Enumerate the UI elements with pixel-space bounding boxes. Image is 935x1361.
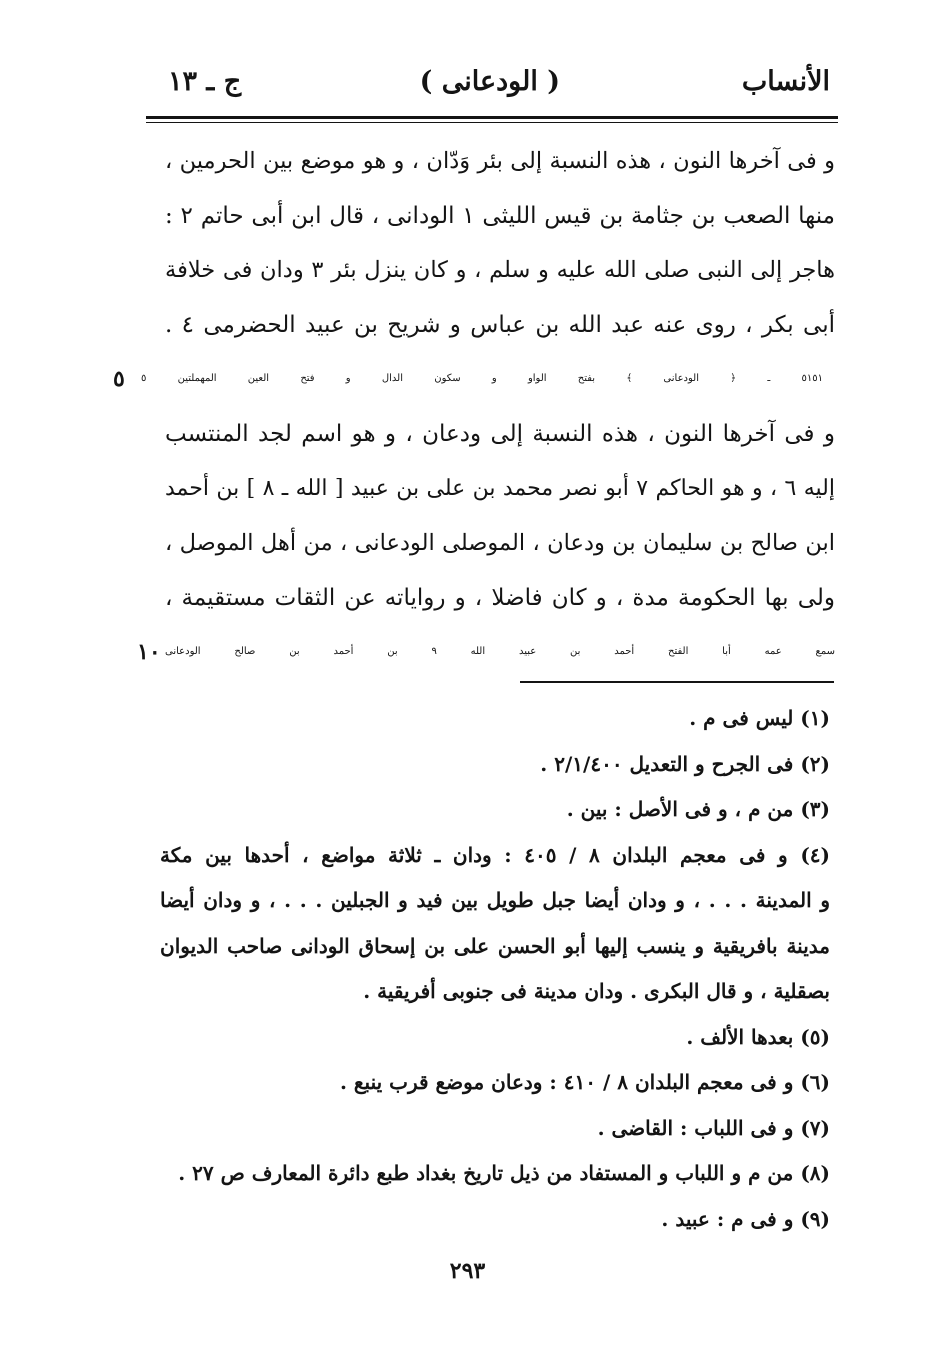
footnote-continuation: و المدينة . . . ، و ودان أيضا جبل طويل بين فيد و الجبلين . . . ، و ودان أيضا [160,888,830,912]
footnote-continuation: مدينة بافريقية و ينسب إليها أبو الحسن على بن إسحاق الودانى صاحب الديوان [160,933,830,958]
header-book-title: الأنساب [741,66,830,97]
footnote: (٩) و فى م : عبيد . [661,1206,830,1231]
text-line: و فى آخرها النون ، هذه النسبة إلى بئر وَدّان ، و هو موضع بين الحرمين ، [165,148,835,174]
footnotes [160,696,830,1242]
text-line: ولى بها الحكومة مدة ، و كان فاضلا ، و رواياته عن الثقات مستقيمة ، [165,584,835,611]
margin-line-number: ٥ [113,366,125,393]
text-line: منها الصعب بن جثامة بن قيس الليثى ١ الودانى ، قال ابن أبى حاتم ٢ : [165,202,836,229]
footnote: (٤) و فى معجم البلدان ٨ / ٤٠٥ : ودان ـ ثلاثة مواضع ، أحدها بين مكة [160,842,831,867]
text-line: أبى بكر ، روى عنه عبد الله بن عباس و شريح بن عبيد الحضرمى ٤ . [165,311,835,338]
main-text [113,134,836,680]
text-line-last [137,625,835,680]
footnote: (٨) من م و اللباب و المستفاد من ذيل تاريخ بغداد طبع دائرة المعارف ص ٢٧ . [178,1161,830,1185]
page-number: ٢٩٣ [449,1258,486,1284]
footnote: (٥) بعدها الألف . [686,1024,830,1049]
text-line-entry-start [113,352,823,407]
text-line: هاجر إلى النبى صلى الله عليه و سلم ، و كان ينزل بئر ٣ ودان فى خلافة [165,257,835,284]
entry-line-text: ٥١٥١ ـ ﴿ الودعانى ﴾ بفتح الواو و سكون الدال و فتح العين المهملتين ٥ [141,373,823,385]
header-rule-thick [146,116,838,119]
footnote: (١) ليس فى م . [689,706,830,730]
footnote-continuation: بصقلية ، و قال البكرى . ودان مدينة فى جنوبى أفريقية . [363,979,830,1003]
footnote-separator [520,681,834,683]
margin-line-number: ١٠ [137,639,161,666]
header-entry-title: ( الودعانى ) [419,66,560,97]
last-line-text: سمع عمه أبا الفتح أحمد بن عبيد الله ٩ بن أحمد بن صالح الودعانى [165,646,835,658]
header-volume: ج ـ ١٣ [168,66,242,97]
running-header [160,62,830,108]
footnote: (٦) و فى معجم البلدان ٨ / ٤١٠ : ودعان موضع قرب ينبع . [339,1070,830,1094]
text-line: إليه ٦ ، و هو الحاكم ٧ أبو نصر محمد بن على بن عبيد [ الله ـ ٨ ] بن أحمد [165,475,835,501]
footnote: (٧) و فى اللباب : القاضى . [597,1115,830,1140]
text-line: ابن صالح بن سليمان بن ودعان ، الموصلى الودعانى ، من أهل الموصل ، [165,530,835,557]
header-rule-thin [146,122,838,123]
footnote: (٣) من م ، و فى الأصل : بين . [566,797,830,821]
text-line: و فى آخرها النون ، هذه النسبة إلى ودعان ، و هو اسم لجد المنتسب [165,420,835,447]
footnote: (٢) فى الجرح و التعديل ٢/١/٤٠٠ . [540,751,830,776]
